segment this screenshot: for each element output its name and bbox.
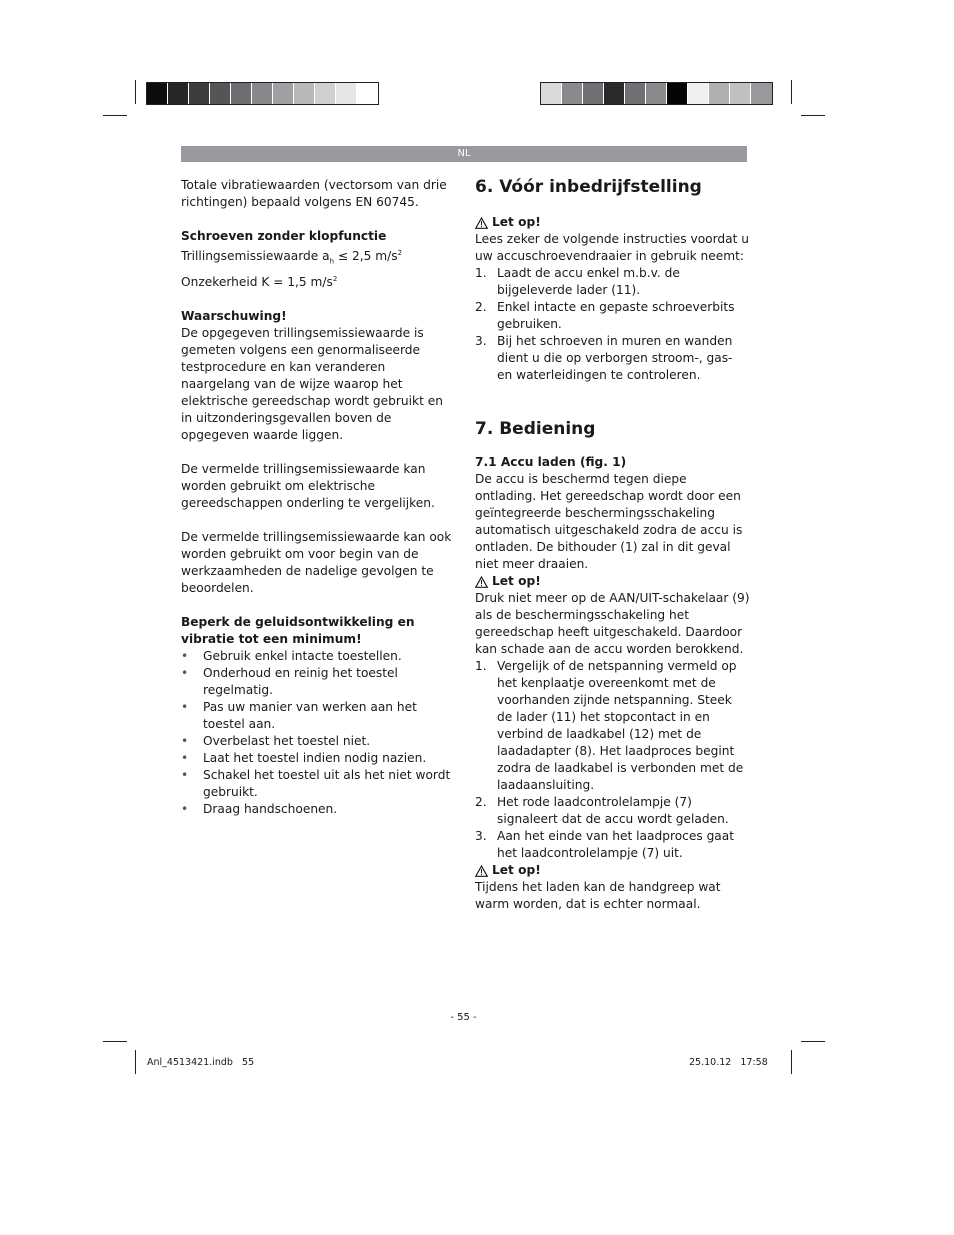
- crop-mark: [791, 1050, 792, 1074]
- color-swatch: [751, 83, 772, 104]
- right-column: [475, 176, 750, 913]
- crop-mark: [135, 80, 136, 104]
- color-swatch: [604, 83, 625, 104]
- section-7-1-list: [475, 658, 750, 862]
- bullet-list: [181, 648, 453, 818]
- caution-text: Tijdens het laden kan de handgreep wat warm worden, dat is echter normaal.: [475, 880, 721, 911]
- list-item: • Draag handschoenen.: [181, 801, 338, 816]
- color-swatch: [709, 83, 730, 104]
- color-swatch: [541, 83, 562, 104]
- color-swatch: [231, 83, 252, 104]
- caution-text: Druk niet meer op de AAN/UIT-schakelaar (9) als de beschermingsschakeling het gereedschap heeft uitgeschakeld. Daardoor kan schade aan de accu worden berokkend.: [475, 591, 750, 656]
- crop-mark: [103, 1041, 127, 1042]
- list-item: 2. Enkel intacte en gepaste schroeverbits gebruiken.: [475, 300, 735, 331]
- section-6-intro: Lees zeker de volgende instructies voordat u uw accuschroevendraaier in gebruik neemt:: [475, 232, 749, 263]
- list-item: 1. Laadt de accu enkel m.b.v. de bijgeleverde lader (11).: [475, 266, 680, 297]
- section-heading-screwing: Schroeven zonder klopfunctie: [181, 229, 387, 243]
- limit-heading: Beperk de geluidsontwikkeling en vibratie tot een minimum!: [181, 614, 415, 646]
- list-item: 1. Vergelijk of de netspanning vermeld op het kenplaatje overeenkomt met de voorhanden zijnde netspanning. Steek de lader (11) het stopcontact in en verbind de laadkabel (12) met de laadadapter (8). Het laadproces begint zodra de laadkabel is verbonden met de laadaansluiting.: [475, 659, 744, 792]
- language-bar: NL: [181, 146, 747, 162]
- list-item: • Pas uw manier van werken aan het toestel aan.: [181, 699, 417, 731]
- color-swatch: [210, 83, 231, 104]
- color-swatch: [168, 83, 189, 104]
- color-swatch: [583, 83, 604, 104]
- crop-mark: [791, 80, 792, 104]
- caution-heading: Let op!: [475, 214, 750, 231]
- crop-mark: [135, 1050, 136, 1074]
- footer-datetime: 25.10.12 17:58: [689, 1057, 768, 1068]
- list-item: • Overbelast het toestel niet.: [181, 733, 371, 748]
- color-swatch: [667, 83, 688, 104]
- list-item: • Gebruik enkel intacte toestellen.: [181, 648, 402, 663]
- section-6-list: [475, 265, 750, 384]
- left-column: [181, 177, 453, 818]
- color-swatch: [252, 83, 273, 104]
- section-7-title: 7. Bediening: [475, 419, 596, 439]
- page-number: - 55 -: [450, 1012, 477, 1023]
- crop-mark: [103, 115, 127, 116]
- color-swatch: [294, 83, 315, 104]
- warning-triangle-icon: [475, 865, 488, 877]
- color-swatch: [625, 83, 646, 104]
- color-calibration-bar-right: [540, 82, 773, 105]
- caution-heading: Let op!: [475, 862, 750, 879]
- intro-text: Totale vibratiewaarden (vectorsom van drie richtingen) bepaald volgens EN 60745.: [181, 178, 447, 209]
- color-swatch: [189, 83, 210, 104]
- color-swatch: [562, 83, 583, 104]
- list-item: 3. Bij het schroeven in muren en wanden dient u die op verborgen stroom-, gas- en waterleidingen te controleren.: [475, 334, 733, 382]
- list-item: 2. Het rode laadcontrolelampje (7) signaleert dat de accu wordt geladen.: [475, 795, 729, 826]
- uncertainty-value: Onzekerheid K = 1,5 $m/s^2$: [181, 274, 338, 289]
- list-item: 3. Aan het einde van het laadproces gaat het laadcontrolelampje (7) uit.: [475, 829, 735, 860]
- warning-triangle-icon: [475, 217, 488, 229]
- color-swatch: [147, 83, 168, 104]
- warning-paragraph: De opgegeven trillingsemissiewaarde is gemeten volgens een genormaliseerde testprocedure en kan veranderen naargelang van de wijze waarop het elektrische gereedschap wordt gebruikt en in uitzonderingsgevallen boven de opgegeven waarde liggen.: [181, 325, 443, 442]
- section-6-title: 6. Vóór inbedrijfstelling: [475, 177, 702, 197]
- color-swatch: [273, 83, 294, 104]
- footer-filename: Anl_4513421.indb 55: [147, 1057, 255, 1068]
- caution-heading: Let op!: [475, 573, 750, 590]
- crop-mark: [801, 115, 825, 116]
- subsection-7-1-title: 7.1 Accu laden (fig. 1): [475, 455, 627, 469]
- list-item: • Onderhoud en reinig het toestel regelmatig.: [181, 665, 398, 697]
- color-swatch: [646, 83, 667, 104]
- color-swatch: [688, 83, 709, 104]
- color-swatch: [730, 83, 751, 104]
- warning-heading: Waarschuwing!: [181, 308, 287, 323]
- crop-mark: [801, 1041, 825, 1042]
- warning-paragraph: De vermelde trillingsemissiewaarde kan worden gebruikt om elektrische gereedschappen onderling te vergelijken.: [181, 461, 435, 510]
- color-calibration-bar-left: [146, 82, 379, 105]
- warning-paragraph: De vermelde trillingsemissiewaarde kan ook worden gebruikt om voor begin van de werkzaamheden de nadelige gevolgen te beoordelen.: [181, 529, 452, 595]
- list-item: • Laat het toestel indien nodig nazien.: [181, 750, 427, 765]
- warning-triangle-icon: [475, 576, 488, 588]
- color-swatch: [336, 83, 357, 104]
- color-swatch: [357, 83, 378, 104]
- subsection-7-1-paragraph: De accu is beschermd tegen diepe ontlading. Het gereedschap wordt door een geïntegreerde beschermingsschakeling automatisch uitgeschakeld zodra de accu is ontladen. De bithouder (1) zal in dit geval niet meer draaien.: [475, 472, 743, 571]
- emission-value: Trillingsemissiewaarde $a_h \le 2,5$ $m/s^2$: [181, 249, 403, 266]
- color-swatch: [315, 83, 336, 104]
- list-item: • Schakel het toestel uit als het niet wordt gebruikt.: [181, 767, 451, 799]
